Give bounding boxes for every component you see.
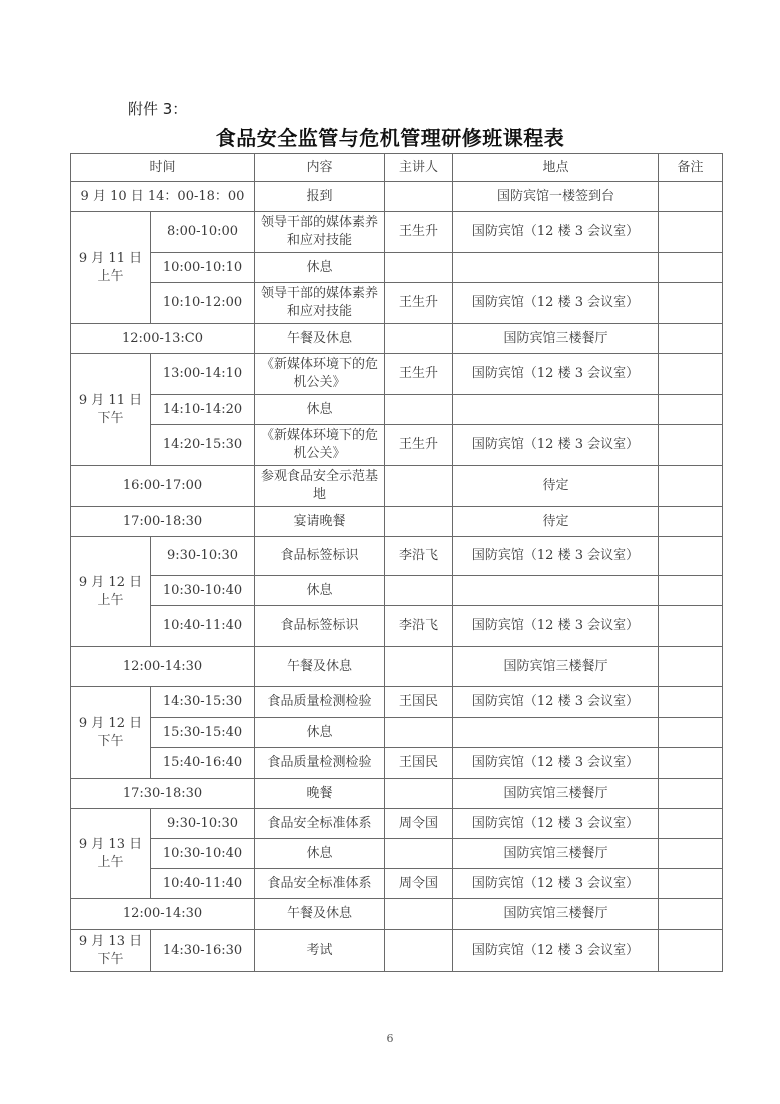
table-row xyxy=(71,354,723,395)
time-cell: 14:30-15:30 xyxy=(151,687,255,718)
speaker-cell: 王国民 xyxy=(385,687,453,718)
speaker-cell xyxy=(385,839,453,869)
time-cell: 8:00-10:00 xyxy=(151,212,255,253)
table-row xyxy=(71,930,723,972)
notes-cell xyxy=(659,930,723,972)
content-cell: 《新媒体环境下的危机公关》 xyxy=(255,354,385,395)
time-cell: 14:30-16:30 xyxy=(151,930,255,972)
table-row xyxy=(71,839,723,869)
attachment-label: 附件 3： xyxy=(128,100,188,118)
location-cell: 待定 xyxy=(453,507,659,537)
notes-cell xyxy=(659,899,723,930)
date-cell: 9 月 11 日下午 xyxy=(71,354,151,466)
content-cell: 食品标签标识 xyxy=(255,606,385,647)
date-cell: 9 月 13 日上午 xyxy=(71,809,151,899)
date-cell: 9 月 11 日上午 xyxy=(71,212,151,324)
location-cell: 待定 xyxy=(453,466,659,507)
page-title: 食品安全监管与危机管理研修班课程表 xyxy=(215,126,565,150)
content-cell: 休息 xyxy=(255,576,385,606)
table-row xyxy=(71,779,723,809)
content-cell: 报到 xyxy=(255,182,385,212)
table-row xyxy=(71,576,723,606)
time-cell: 10:30-10:40 xyxy=(151,839,255,869)
notes-cell xyxy=(659,182,723,212)
location-cell: 国防宾馆（12 楼 3 会议室） xyxy=(453,354,659,395)
notes-cell xyxy=(659,253,723,283)
table-row xyxy=(71,466,723,507)
time-cell: 15:30-15:40 xyxy=(151,718,255,748)
time-cell: 10:40-11:40 xyxy=(151,606,255,647)
notes-cell xyxy=(659,779,723,809)
speaker-cell xyxy=(385,253,453,283)
content-cell: 食品安全标准体系 xyxy=(255,869,385,899)
location-cell: 国防宾馆（12 楼 3 会议室） xyxy=(453,537,659,576)
location-cell: 国防宾馆（12 楼 3 会议室） xyxy=(453,687,659,718)
location-cell: 国防宾馆一楼签到台 xyxy=(453,182,659,212)
speaker-cell xyxy=(385,930,453,972)
notes-cell xyxy=(659,507,723,537)
location-cell: 国防宾馆（12 楼 3 会议室） xyxy=(453,748,659,779)
location-cell: 国防宾馆三楼餐厅 xyxy=(453,324,659,354)
location-cell xyxy=(453,576,659,606)
time-cell: 15:40-16:40 xyxy=(151,748,255,779)
notes-cell xyxy=(659,839,723,869)
speaker-cell: 李沿飞 xyxy=(385,606,453,647)
speaker-cell xyxy=(385,899,453,930)
table-row xyxy=(71,606,723,647)
notes-cell xyxy=(659,283,723,324)
speaker-cell xyxy=(385,647,453,687)
table-row xyxy=(71,395,723,425)
location-cell: 国防宾馆（12 楼 3 会议室） xyxy=(453,283,659,324)
speaker-cell: 周令国 xyxy=(385,869,453,899)
notes-cell xyxy=(659,748,723,779)
date-cell: 9 月 12 日下午 xyxy=(71,687,151,779)
content-cell: 午餐及休息 xyxy=(255,899,385,930)
notes-cell xyxy=(659,606,723,647)
location-cell: 国防宾馆（12 楼 3 会议室） xyxy=(453,809,659,839)
location-cell: 国防宾馆三楼餐厅 xyxy=(453,899,659,930)
location-cell: 国防宾馆（12 楼 3 会议室） xyxy=(453,425,659,466)
time-cell: 13:00-14:10 xyxy=(151,354,255,395)
notes-cell xyxy=(659,425,723,466)
speaker-cell xyxy=(385,182,453,212)
time-cell: 10:40-11:40 xyxy=(151,869,255,899)
content-cell: 休息 xyxy=(255,253,385,283)
speaker-cell xyxy=(385,395,453,425)
content-cell: 食品安全标准体系 xyxy=(255,809,385,839)
content-cell: 考试 xyxy=(255,930,385,972)
location-cell: 国防宾馆三楼餐厅 xyxy=(453,839,659,869)
content-cell: 宴请晚餐 xyxy=(255,507,385,537)
date-cell: 17:00-18:30 xyxy=(71,507,255,537)
table-row xyxy=(71,537,723,576)
table-row xyxy=(71,283,723,324)
table-row xyxy=(71,748,723,779)
speaker-cell xyxy=(385,324,453,354)
speaker-cell: 王生升 xyxy=(385,354,453,395)
location-cell: 国防宾馆（12 楼 3 会议室） xyxy=(453,930,659,972)
content-cell: 休息 xyxy=(255,718,385,748)
table-row xyxy=(71,809,723,839)
content-cell: 食品质量检测检验 xyxy=(255,687,385,718)
notes-cell xyxy=(659,395,723,425)
table-row xyxy=(71,647,723,687)
time-cell: 9:30-10:30 xyxy=(151,809,255,839)
speaker-cell xyxy=(385,507,453,537)
table-row xyxy=(71,507,723,537)
notes-cell xyxy=(659,537,723,576)
content-cell: 晚餐 xyxy=(255,779,385,809)
table-row xyxy=(71,253,723,283)
date-cell: 9 月 13 日下午 xyxy=(71,930,151,972)
speaker-cell: 王生升 xyxy=(385,212,453,253)
content-cell: 休息 xyxy=(255,395,385,425)
speaker-cell: 王生升 xyxy=(385,283,453,324)
notes-cell xyxy=(659,687,723,718)
speaker-cell xyxy=(385,779,453,809)
content-cell: 食品质量检测检验 xyxy=(255,748,385,779)
date-cell: 12:00-13:C0 xyxy=(71,324,255,354)
notes-cell xyxy=(659,324,723,354)
speaker-cell xyxy=(385,466,453,507)
speaker-cell: 周令国 xyxy=(385,809,453,839)
date-cell: 17:30-18:30 xyxy=(71,779,255,809)
location-cell xyxy=(453,253,659,283)
speaker-cell: 王国民 xyxy=(385,748,453,779)
table-row xyxy=(71,182,723,212)
content-cell: 午餐及休息 xyxy=(255,647,385,687)
schedule-table xyxy=(70,153,723,972)
content-cell: 领导干部的媒体素养和应对技能 xyxy=(255,283,385,324)
date-cell: 12:00-14:30 xyxy=(71,647,255,687)
content-cell: 食品标签标识 xyxy=(255,537,385,576)
speaker-cell: 王生升 xyxy=(385,425,453,466)
time-cell: 10:30-10:40 xyxy=(151,576,255,606)
content-cell: 午餐及休息 xyxy=(255,324,385,354)
notes-cell xyxy=(659,809,723,839)
location-cell xyxy=(453,718,659,748)
header-speaker: 主讲人 xyxy=(385,154,453,182)
notes-cell xyxy=(659,718,723,748)
table-row xyxy=(71,212,723,253)
time-cell: 10:00-10:10 xyxy=(151,253,255,283)
location-cell: 国防宾馆三楼餐厅 xyxy=(453,647,659,687)
table-row xyxy=(71,324,723,354)
date-cell: 9 月 10 日 14：00-18：00 xyxy=(71,182,255,212)
time-cell: 10:10-12:00 xyxy=(151,283,255,324)
speaker-cell xyxy=(385,576,453,606)
time-cell: 14:10-14:20 xyxy=(151,395,255,425)
page-number: 6 xyxy=(386,1032,394,1045)
notes-cell xyxy=(659,869,723,899)
table-row xyxy=(71,869,723,899)
table-row xyxy=(71,718,723,748)
location-cell xyxy=(453,395,659,425)
notes-cell xyxy=(659,576,723,606)
location-cell: 国防宾馆三楼餐厅 xyxy=(453,779,659,809)
header-location: 地点 xyxy=(453,154,659,182)
notes-cell xyxy=(659,647,723,687)
table-row xyxy=(71,425,723,466)
location-cell: 国防宾馆（12 楼 3 会议室） xyxy=(453,869,659,899)
header-content: 内容 xyxy=(255,154,385,182)
table-header-row xyxy=(71,154,723,182)
date-cell: 12:00-14:30 xyxy=(71,899,255,930)
table-row xyxy=(71,687,723,718)
location-cell: 国防宾馆（12 楼 3 会议室） xyxy=(453,212,659,253)
content-cell: 领导干部的媒体素养和应对技能 xyxy=(255,212,385,253)
content-cell: 休息 xyxy=(255,839,385,869)
notes-cell xyxy=(659,466,723,507)
notes-cell xyxy=(659,354,723,395)
location-cell: 国防宾馆（12 楼 3 会议室） xyxy=(453,606,659,647)
speaker-cell xyxy=(385,718,453,748)
header-time: 时间 xyxy=(71,154,255,182)
header-notes: 备注 xyxy=(659,154,723,182)
content-cell: 《新媒体环境下的危机公关》 xyxy=(255,425,385,466)
content-cell: 参观食品安全示范基地 xyxy=(255,466,385,507)
date-cell: 16:00-17:00 xyxy=(71,466,255,507)
time-cell: 14:20-15:30 xyxy=(151,425,255,466)
notes-cell xyxy=(659,212,723,253)
speaker-cell: 李沿飞 xyxy=(385,537,453,576)
table-row xyxy=(71,899,723,930)
date-cell: 9 月 12 日上午 xyxy=(71,537,151,647)
time-cell: 9:30-10:30 xyxy=(151,537,255,576)
